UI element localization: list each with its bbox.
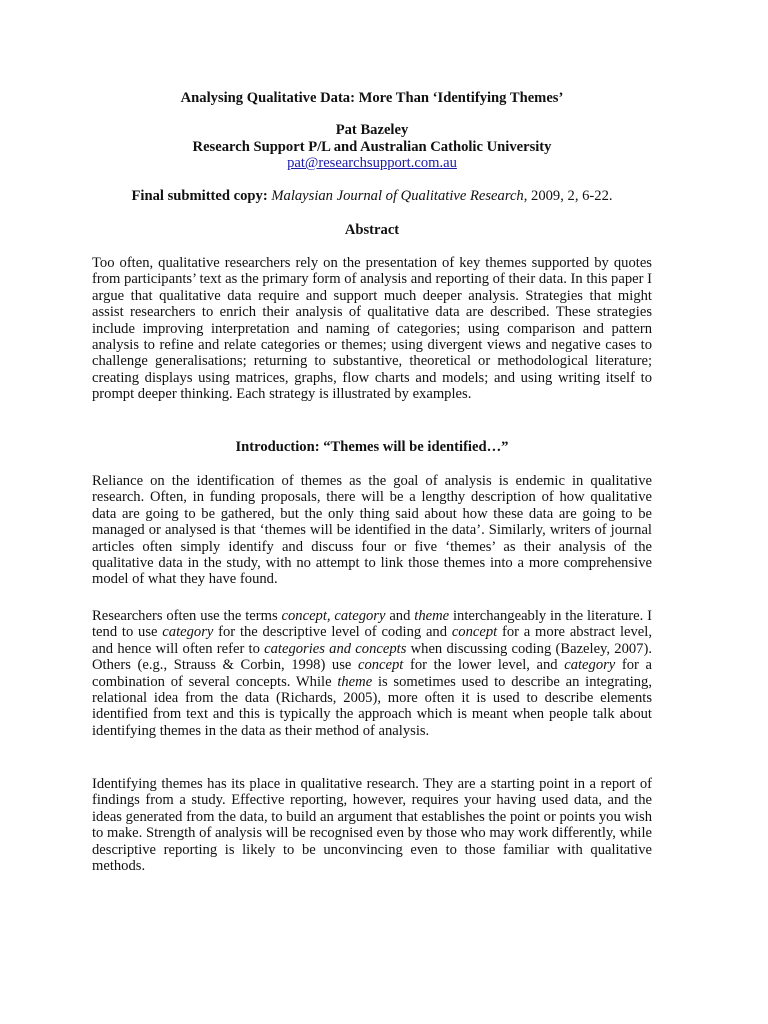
citation-journal: Malaysian Journal of Qualitative Research <box>271 188 524 204</box>
p2-text: for the descriptive level of coding and <box>213 624 452 641</box>
p2-text: for the lower level, and <box>403 657 565 674</box>
paper-title: Analysing Qualitative Data: More Than ‘Identifying Themes’ <box>180 90 564 106</box>
p2-text: is sometimes used to describe an integrating, relational idea from the data (Richards, 2005), more often it is used to describe elements identified from text and this is typically the approach which is meant when people talk about identifying themes in the data as their method of analysis. <box>92 673 653 739</box>
abstract-heading: Abstract <box>344 222 400 238</box>
p2-emph: theme <box>414 608 450 624</box>
p2-emph: category <box>564 657 616 674</box>
author-email[interactable] <box>92 155 652 171</box>
author-name: Pat Bazeley <box>335 122 409 138</box>
p2-emph: categories and concepts <box>264 640 407 657</box>
p2-emph: concept, category <box>281 608 386 624</box>
abstract-paragraph: Too often, qualitative researchers rely on the presentation of key themes supported by quotes from participants’ text as the primary form of analysis and reporting of their data. In this paper I argue that qualitative data require and support much deeper analysis. Strategies that might assist researchers to enrich their analysis of qualitative data are described. These strategies include improving interpretation and naming of categories; using comparison and pattern analysis to refine and relate categories or themes; using divergent views and negative cases to challenge generalisations; returning to substantive, theoretical or methodological literature; creating displays using matrices, graphs, flow charts and models; and using writing itself to prompt deeper thinking. Each strategy is illustrated by examples. <box>92 255 652 403</box>
email-link[interactable]: pat@researchsupport.com.au <box>287 155 457 171</box>
p2-text: for a more abstract level, and hence will often refer to <box>92 624 652 657</box>
intro-paragraph-2 <box>92 608 652 739</box>
p2-text: interchangeably in the literature. I tend to use <box>92 608 653 641</box>
p2-text: Researchers often use the terms <box>92 608 282 624</box>
citation-details: , 2009, 2, 6-22. <box>523 188 613 204</box>
intro-paragraph-1: Reliance on the identification of themes as the goal of analysis is endemic in qualitative research. Often, in funding proposals, there will be a lengthy description of how qualitative data are going to be gathered, but the only thing said about how these data are going to be managed or analysed is that ‘themes will be identified in the data’. Similarly, writers of journal articles often simply identify and discuss four or five ‘themes’ as their analysis of the qualitative data in the study, with no attempt to link those themes into a more comprehensive model of what they have found. <box>92 473 652 588</box>
p2-text: and <box>385 608 415 624</box>
p2-emph: category <box>162 624 214 641</box>
intro-paragraph-3: Identifying themes has its place in qualitative research. They are a starting point in a report of findings from a study. Effective reporting, however, requires your having used data, and the ideas generated from the data, to build an argument that establishes the point or points you wish to make. Strength of analysis will be recognised even by those who may work differently, while descriptive reporting is likely to be unconvincing even to those familiar with qualitative methods. <box>92 776 652 875</box>
citation-label: Final submitted copy: <box>131 188 268 204</box>
p2-text: for a combination of several concepts. While <box>92 657 653 690</box>
p2-text: when discussing coding (Bazeley, 2007). Others (e.g., Strauss & Corbin, 1998) use <box>92 640 652 674</box>
p2-emph: theme <box>337 673 373 690</box>
p2-emph: concept <box>451 624 498 641</box>
citation-line <box>92 188 652 204</box>
author-affiliation: Research Support P/L and Australian Catholic University <box>192 139 552 155</box>
p2-emph: concept <box>357 657 404 674</box>
introduction-heading: Introduction: “Themes will be identified…” <box>235 439 509 455</box>
